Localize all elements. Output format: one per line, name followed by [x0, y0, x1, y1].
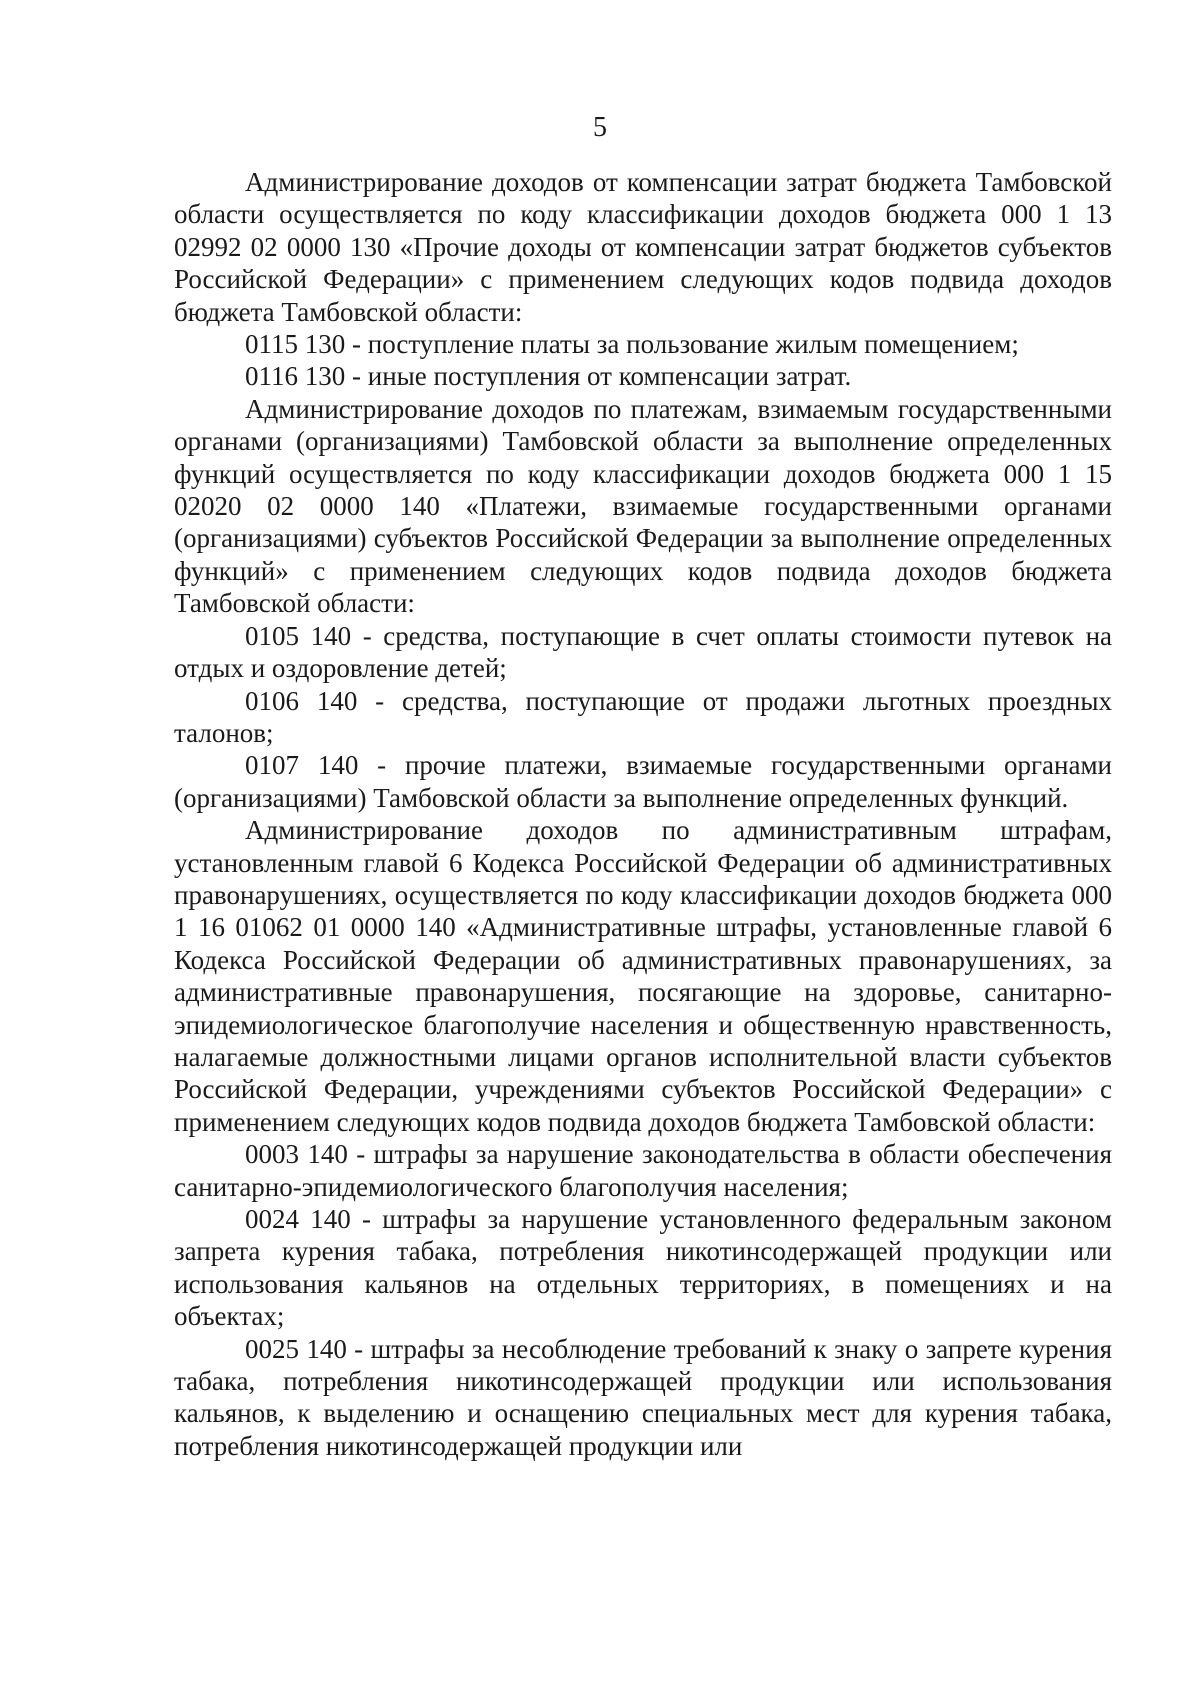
paragraph-code-0105-140: 0105 140 - средства, поступающие в счет оплаты стоимости путевок на отдых и оздоровление детей; — [174, 620, 1112, 684]
paragraph-code-0116-130: 0116 130 - иные поступления от компенсации затрат. — [245, 361, 852, 392]
paragraph-admin-state-payments: Администрирование доходов по платежам, взимаемым государственными органами (организациями) Тамбовской области за выполнение определенных функций осуществляется по коду классификации доходов бюджета 000 1 15 02020 02 0000 140 «Платежи, взимаемые государственными органами (организациями) субъектов Российской Федерации за выполнение определенных функций» с применением следующих кодов подвида доходов бюджета Тамбовской области: — [174, 393, 1112, 619]
paragraph-code-0025-140: 0025 140 - штрафы за несоблюдение требований к знаку о запрете курения табака, потребления никотинсодержащей продукции или использования кальянов, к выделению и оснащению специальных мест для курения табака, потребления никотинсодержащей продукции или — [174, 1333, 1112, 1461]
paragraph-admin-compensation-income: Администрирование доходов от компенсации затрат бюджета Тамбовской области осуществляется по коду классификации доходов бюджета 000 1 13 02992 02 0000 130 «Прочие доходы от компенсации затрат бюджетов субъектов Российской Федерации» с применением следующих кодов подвида доходов бюджета Тамбовской области: — [174, 167, 1112, 327]
paragraph-code-0115-130: 0115 130 - поступление платы за пользование жилым помещением; — [245, 329, 1019, 360]
document-body — [174, 166, 1112, 1462]
paragraph-code-0003-140: 0003 140 - штрафы за нарушение законодательства в области обеспечения санитарно-эпидемиологического благополучия населения; — [174, 1139, 1112, 1202]
paragraph-code-0024-140: 0024 140 - штрафы за нарушение установленного федеральным законом запрета курения табака, потребления никотинсодержащей продукции или использования кальянов на отдельных территориях, в помещениях и на объектах; — [174, 1204, 1112, 1332]
paragraph-admin-fines-chapter-6: Администрирование доходов по административным штрафам, установленным главой 6 Кодекса Российской Федерации об административных правонарушениях, осуществляется по коду классификации доходов бюджета 000 1 16 01062 01 0000 140 «Административные штрафы, установленные главой 6 Кодекса Российской Федерации об административных правонарушениях, за административные правонарушения, посягающие на здоровье, санитарно-эпидемиологическое благополучие населения и общественную нравственность, налагаемые должностными лицами органов исполнительной власти субъектов Российской Федерации, учреждениями субъектов Российской Федерации» с применением следующих кодов подвида доходов бюджета Тамбовской области: — [174, 815, 1112, 1137]
paragraph-code-0107-140: 0107 140 - прочие платежи, взимаемые государственными органами (организациями) Тамбовской области за выполнение определенных функций. — [174, 750, 1112, 813]
page-number: 5 — [593, 112, 607, 143]
paragraph-code-0106-140: 0106 140 - средства, поступающие от продажи льготных проездных талонов; — [174, 685, 1112, 748]
